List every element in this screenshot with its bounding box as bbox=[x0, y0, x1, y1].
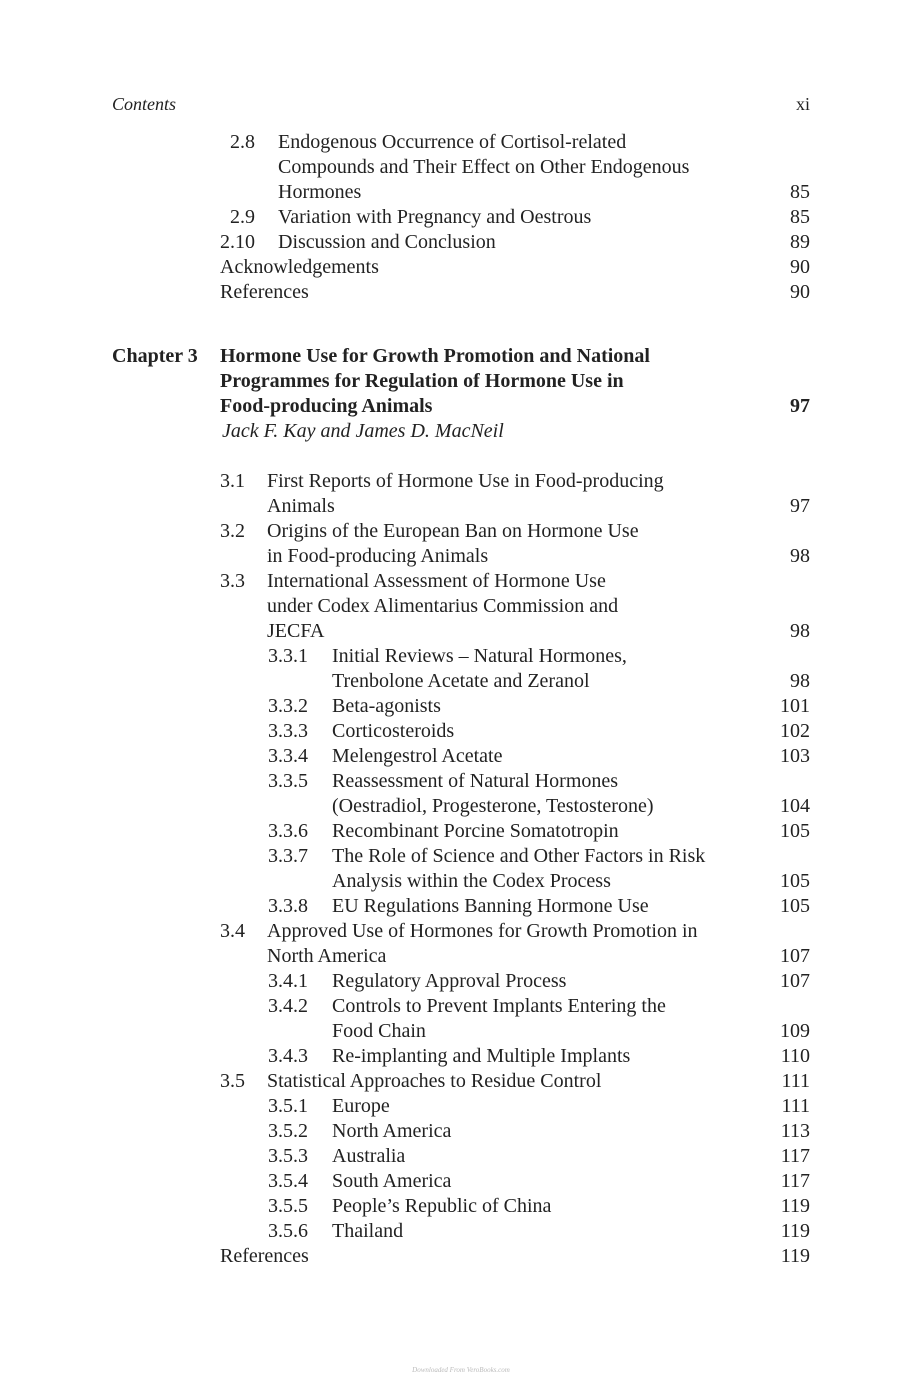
section-title: First Reports of Hormone Use in Food-producing bbox=[267, 470, 664, 492]
entry-page-number: 85 bbox=[790, 206, 810, 228]
section-number: 3.2 bbox=[220, 520, 245, 542]
section-title: Europe bbox=[332, 1095, 390, 1117]
section-title: Approved Use of Hormones for Growth Promotion in bbox=[267, 920, 698, 942]
entry-page-number: 97 bbox=[790, 495, 810, 517]
entry-page-number: 98 bbox=[790, 670, 810, 692]
section-title: under Codex Alimentarius Commission and bbox=[267, 595, 619, 617]
entry-page-number: 119 bbox=[780, 1245, 810, 1267]
toc-entry bbox=[0, 1119, 922, 1144]
entry-page-number: 105 bbox=[780, 820, 810, 842]
download-watermark: Downloaded From VeroBooks.com bbox=[412, 1366, 510, 1374]
toc-entry bbox=[0, 569, 922, 644]
entry-page-number: 104 bbox=[780, 795, 810, 817]
toc-entry bbox=[0, 744, 922, 769]
chapter-title-line: Programmes for Regulation of Hormone Use in bbox=[220, 370, 624, 392]
section-number: 3.3 bbox=[220, 570, 245, 592]
section-title: Acknowledgements bbox=[220, 256, 379, 278]
section-title: Australia bbox=[332, 1145, 406, 1167]
section-title: Beta-agonists bbox=[332, 695, 441, 717]
entry-page-number: 85 bbox=[790, 181, 810, 203]
entry-page-number: 105 bbox=[780, 870, 810, 892]
chapter-title-line: Hormone Use for Growth Promotion and National bbox=[220, 345, 650, 367]
entry-page-number: 111 bbox=[781, 1095, 810, 1117]
entry-page-number: 113 bbox=[780, 1120, 810, 1142]
entry-page-number: 89 bbox=[790, 231, 810, 253]
section-number: 3.3.4 bbox=[268, 745, 308, 767]
entry-page-number: 105 bbox=[780, 895, 810, 917]
toc-entry bbox=[0, 280, 922, 305]
section-title: Controls to Prevent Implants Entering the bbox=[332, 995, 666, 1017]
entry-page-number: 119 bbox=[780, 1220, 810, 1242]
toc-entry bbox=[0, 1144, 922, 1169]
entry-page-number: 117 bbox=[780, 1170, 810, 1192]
entry-page-number: 90 bbox=[790, 256, 810, 278]
section-title: Trenbolone Acetate and Zeranol bbox=[332, 670, 590, 692]
section-number: 3.3.8 bbox=[268, 895, 308, 917]
section-number: 3.5.1 bbox=[268, 1095, 308, 1117]
section-title: Animals bbox=[267, 495, 335, 517]
section-title: South America bbox=[332, 1170, 452, 1192]
section-title: Recombinant Porcine Somatotropin bbox=[332, 820, 619, 842]
section-number: 3.3.2 bbox=[268, 695, 308, 717]
chapter-3-heading bbox=[0, 344, 922, 444]
entry-page-number: 98 bbox=[790, 620, 810, 642]
entry-page-number: 119 bbox=[780, 1195, 810, 1217]
page-number: xi bbox=[795, 94, 810, 114]
section-title: Compounds and Their Effect on Other Endogenous bbox=[278, 156, 690, 178]
section-number: 3.3.5 bbox=[268, 770, 308, 792]
toc-entry bbox=[0, 1069, 922, 1094]
toc-entry bbox=[0, 519, 922, 569]
section-number: 3.4 bbox=[220, 920, 245, 942]
section-number: 2.8 bbox=[230, 131, 255, 153]
section-number: 3.5.5 bbox=[268, 1195, 308, 1217]
section-title: Origins of the European Ban on Hormone Use bbox=[267, 520, 639, 542]
section-title: Endogenous Occurrence of Cortisol-related bbox=[278, 131, 627, 153]
section-title: Variation with Pregnancy and Oestrous bbox=[278, 206, 592, 228]
entry-page-number: 109 bbox=[780, 1020, 810, 1042]
toc-entry bbox=[0, 819, 922, 844]
section-number: 3.3.1 bbox=[268, 645, 308, 667]
section-title: North America bbox=[267, 945, 387, 967]
chapter-authors: Jack F. Kay and James D. MacNeil bbox=[222, 420, 504, 442]
toc-entry bbox=[0, 205, 922, 230]
section-title: Discussion and Conclusion bbox=[278, 231, 496, 253]
section-number: 3.4.3 bbox=[268, 1045, 308, 1067]
section-title: Thailand bbox=[332, 1220, 404, 1242]
toc-entry bbox=[0, 719, 922, 744]
chapter-2-tail-entries bbox=[0, 130, 922, 305]
section-number: 3.5.3 bbox=[268, 1145, 308, 1167]
toc-entry bbox=[0, 769, 922, 819]
toc-entry bbox=[0, 1219, 922, 1244]
chapter-title-line: Food-producing Animals bbox=[220, 395, 433, 417]
chapter-page-number: 97 bbox=[790, 395, 810, 417]
section-title: Analysis within the Codex Process bbox=[332, 870, 611, 892]
toc-entry bbox=[0, 644, 922, 694]
section-title: Initial Reviews – Natural Hormones, bbox=[332, 645, 627, 667]
section-title: EU Regulations Banning Hormone Use bbox=[332, 895, 649, 917]
section-title: International Assessment of Hormone Use bbox=[267, 570, 606, 592]
section-number: 3.5 bbox=[220, 1070, 245, 1092]
entry-page-number: 101 bbox=[780, 695, 810, 717]
running-header-title: Contents bbox=[112, 94, 177, 114]
section-title: References bbox=[220, 281, 309, 303]
toc-entry bbox=[0, 894, 922, 919]
entry-page-number: 111 bbox=[781, 1070, 810, 1092]
toc-entry bbox=[0, 994, 922, 1044]
running-header bbox=[112, 94, 810, 118]
toc-entry bbox=[0, 130, 922, 205]
section-number: 3.5.4 bbox=[268, 1170, 308, 1192]
entry-page-number: 103 bbox=[780, 745, 810, 767]
toc-entry bbox=[0, 469, 922, 519]
entry-page-number: 90 bbox=[790, 281, 810, 303]
section-title: Re-implanting and Multiple Implants bbox=[332, 1045, 631, 1067]
section-title: (Oestradiol, Progesterone, Testosterone) bbox=[332, 795, 654, 817]
entry-page-number: 117 bbox=[780, 1145, 810, 1167]
entry-page-number: 98 bbox=[790, 545, 810, 567]
section-title: Food Chain bbox=[332, 1020, 426, 1042]
toc-entry bbox=[0, 1094, 922, 1119]
toc-entry bbox=[0, 694, 922, 719]
chapter-3-entries bbox=[0, 469, 922, 1269]
section-number: 3.5.2 bbox=[268, 1120, 308, 1142]
section-title: North America bbox=[332, 1120, 452, 1142]
section-title: Melengestrol Acetate bbox=[332, 745, 503, 767]
section-number: 3.5.6 bbox=[268, 1220, 308, 1242]
section-title: Regulatory Approval Process bbox=[332, 970, 567, 992]
section-title: The Role of Science and Other Factors in Risk bbox=[332, 845, 706, 867]
section-number: 2.10 bbox=[220, 231, 255, 253]
section-title: Corticosteroids bbox=[332, 720, 455, 742]
section-title: in Food-producing Animals bbox=[267, 545, 489, 567]
toc-entry bbox=[0, 1044, 922, 1069]
section-number: 3.1 bbox=[220, 470, 245, 492]
section-title: Statistical Approaches to Residue Control bbox=[267, 1070, 602, 1092]
toc-entry bbox=[0, 1194, 922, 1219]
entry-page-number: 107 bbox=[780, 970, 810, 992]
toc-entry bbox=[0, 969, 922, 994]
section-number: 3.3.7 bbox=[268, 845, 308, 867]
toc-entry bbox=[0, 230, 922, 255]
chapter-label: Chapter 3 bbox=[112, 345, 198, 367]
entry-page-number: 110 bbox=[780, 1045, 810, 1067]
toc-entry bbox=[0, 255, 922, 280]
toc-entry bbox=[0, 919, 922, 969]
toc-entry bbox=[0, 1169, 922, 1194]
section-number: 2.9 bbox=[230, 206, 255, 228]
section-title: People’s Republic of China bbox=[332, 1195, 552, 1217]
toc-entry bbox=[0, 1244, 922, 1269]
section-title: Reassessment of Natural Hormones bbox=[332, 770, 619, 792]
toc-entry bbox=[0, 844, 922, 894]
entry-page-number: 102 bbox=[780, 720, 810, 742]
entry-page-number: 107 bbox=[780, 945, 810, 967]
section-number: 3.4.2 bbox=[268, 995, 308, 1017]
section-number: 3.4.1 bbox=[268, 970, 308, 992]
section-title: Hormones bbox=[278, 181, 362, 203]
section-number: 3.3.6 bbox=[268, 820, 308, 842]
section-number: 3.3.3 bbox=[268, 720, 308, 742]
section-title: JECFA bbox=[267, 620, 325, 642]
section-title: References bbox=[220, 1245, 309, 1267]
